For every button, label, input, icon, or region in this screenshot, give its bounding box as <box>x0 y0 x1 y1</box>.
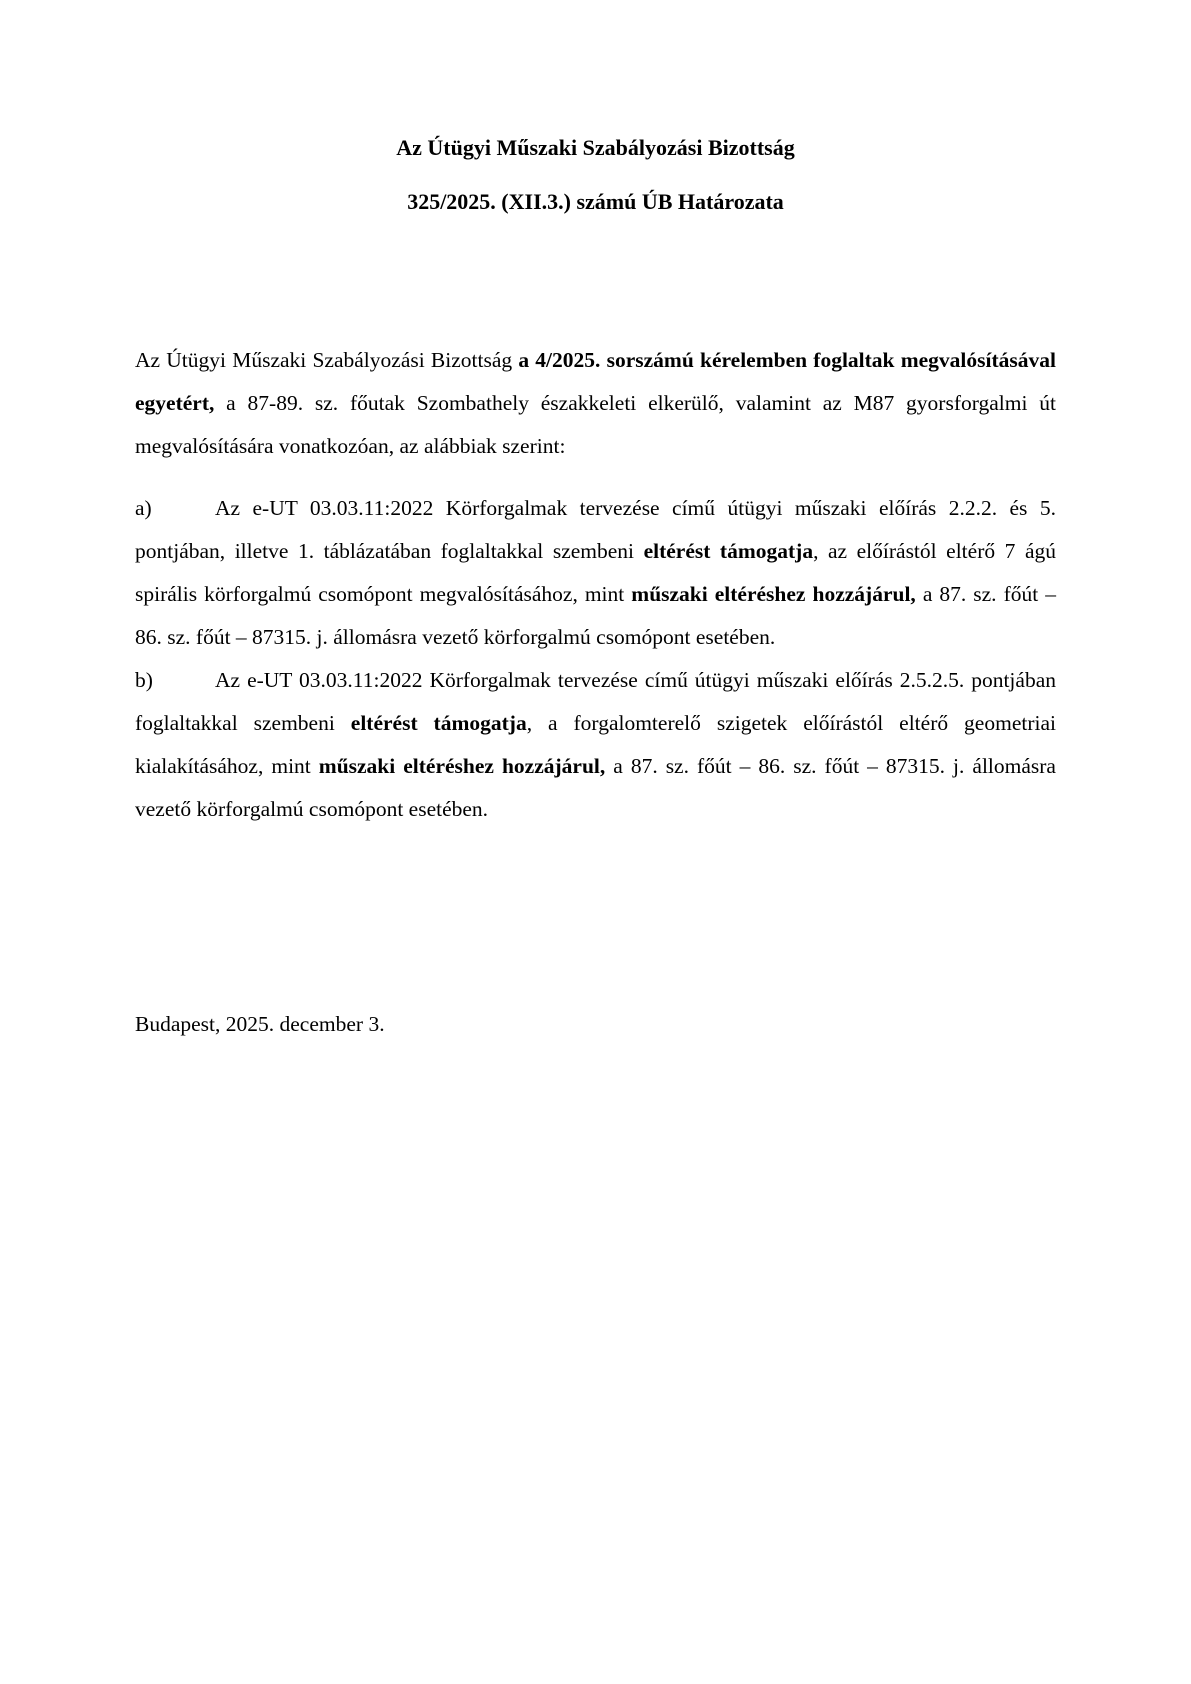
list-item-b <box>135 659 1056 831</box>
document-title-line-2: 325/2025. (XII.3.) számú ÚB Határozata <box>407 189 784 214</box>
list-item-b-marker: b) <box>135 668 153 692</box>
list-item-a <box>135 487 1056 659</box>
list-item-b-text: Az e-UT 03.03.11:2022 Körforgalmak tervezése című útügyi műszaki előírás 2.5.2.5. pontjában foglaltakkal szembeni eltérést támogatja, a forgalomterelő szigetek előírástól eltérő geometriai kialakításához, mint műszaki eltéréshez hozzájárul, a 87. sz. főút – 86. sz. főút – 87315. j. állomásra vezető körforgalmú csomópont esetében. <box>135 668 1056 821</box>
document-title-line-1: Az Útügyi Műszaki Szabályozási Bizottság <box>396 135 795 160</box>
document-content <box>135 0 1056 1046</box>
intro-paragraph: Az Útügyi Műszaki Szabályozási Bizottság a 4/2025. sorszámú kérelemben foglaltak megvalósításával egyetért, a 87-89. sz. főutak Szombathely északkeleti elkerülő, valamint az M87 gyorsforgalmi út megvalósítására vonatkozóan, az alábbiak szerint: <box>135 348 1056 458</box>
list-item-a-text: Az e-UT 03.03.11:2022 Körforgalmak tervezése című útügyi műszaki előírás 2.2.2. és 5. pontjában, illetve 1. táblázatában foglaltakkal szembeni eltérést támogatja, az előírástól eltérő 7 ágú spirális körforgalmú csomópont megvalósításához, mint műszaki eltéréshez hozzájárul, a 87. sz. főút – 86. sz. főút – 87315. j. állomásra vezető körforgalmú csomópont esetében. <box>135 496 1056 649</box>
date-line: Budapest, 2025. december 3. <box>135 1012 385 1036</box>
list-item-a-marker: a) <box>135 496 152 520</box>
